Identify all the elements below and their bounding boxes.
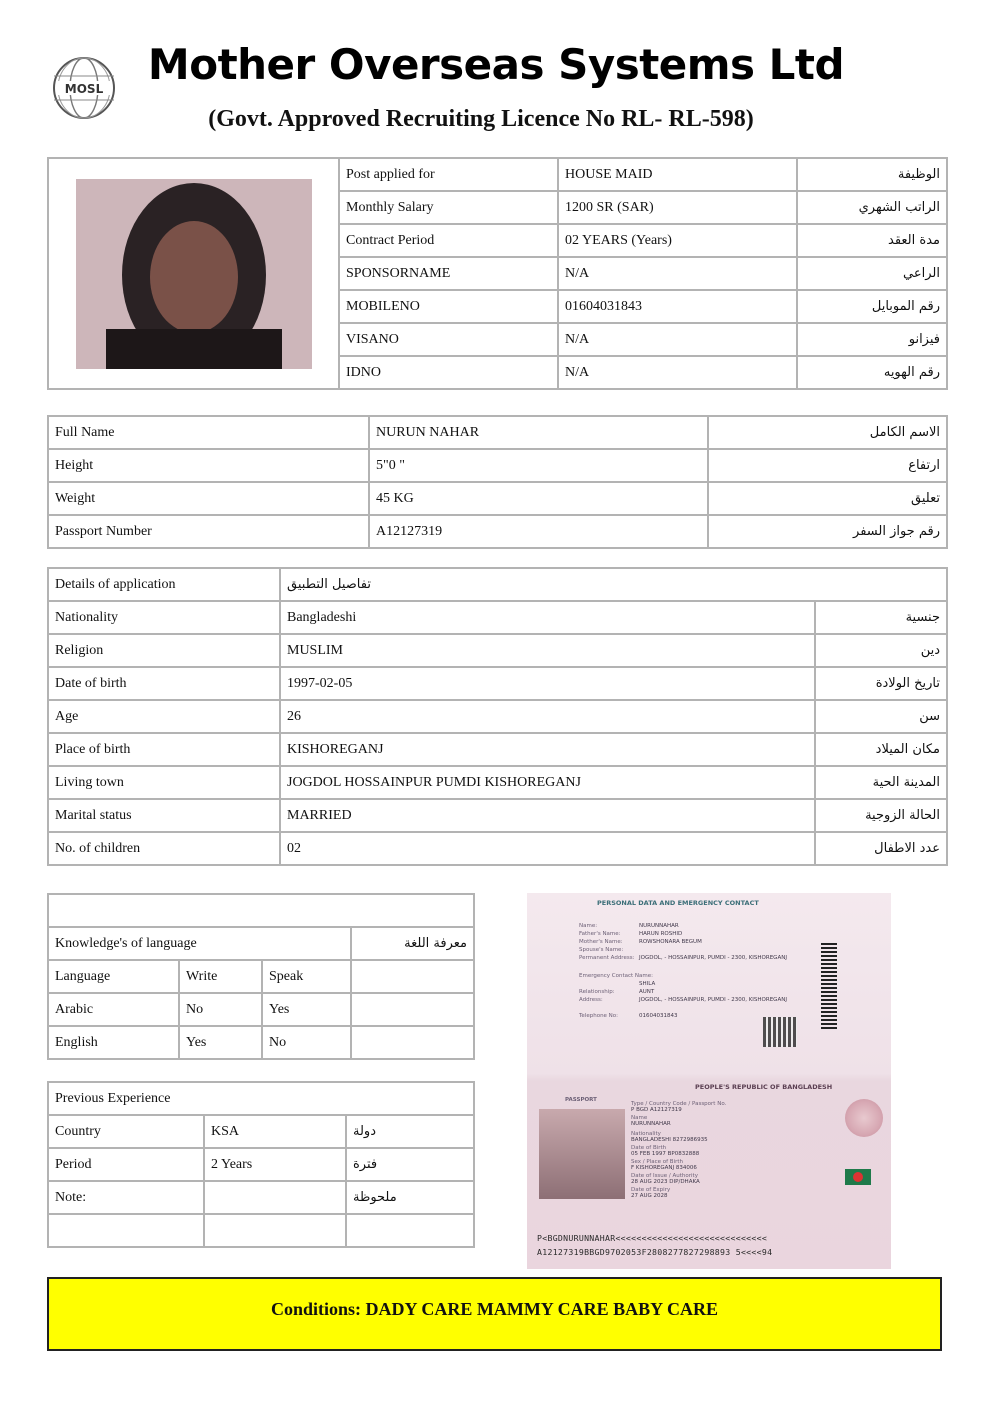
app-value: 1200 SR (SAR) [558, 191, 797, 224]
app-value: 02 YEARS (Years) [558, 224, 797, 257]
language-name: Arabic [48, 993, 179, 1026]
mrz-line-1: P<BGDNURUNNAHAR<<<<<<<<<<<<<<<<<<<<<<<<<<<<< [537, 1233, 768, 1243]
language-blank-row [48, 894, 474, 927]
app-label: Monthly Salary [339, 191, 558, 224]
personal-arabic: رقم جواز السفر [708, 515, 947, 548]
write-col-header: Write [179, 960, 262, 993]
pp-label: Permanent Address: [579, 955, 635, 961]
app-value: N/A [558, 323, 797, 356]
app-value: N/A [558, 257, 797, 290]
pp-value: HARUN ROSHID [639, 931, 683, 937]
passport-data-page [527, 893, 891, 1071]
details-label: Nationality [48, 601, 280, 634]
details-arabic: مكان الميلاد [815, 733, 947, 766]
pp-value: SHILA [639, 981, 656, 987]
app-arabic: الراعي [797, 257, 947, 290]
personal-value: A12127319 [369, 515, 708, 548]
personal-label: Weight [48, 482, 369, 515]
personal-value: NURUN NAHAR [369, 416, 708, 449]
language-empty-cell [351, 1026, 474, 1059]
experience-arabic: فترة [346, 1148, 474, 1181]
pp-label: Name [631, 1115, 648, 1121]
experience-label: Country [48, 1115, 204, 1148]
app-label: MOBILENO [339, 290, 558, 323]
pp-label: Father's Name: [579, 931, 621, 937]
passport-label: PASSPORT [565, 1097, 597, 1103]
details-value: Bangladeshi [280, 601, 815, 634]
personal-table [47, 415, 948, 549]
language-write: No [179, 993, 262, 1026]
pp-value: JOGDOL, - HOSSAINPUR, PUMDI - 2300, KISHOREGANJ [639, 955, 787, 961]
app-label: SPONSORNAME [339, 257, 558, 290]
passport-data-heading: PERSONAL DATA AND EMERGENCY CONTACT [597, 899, 759, 907]
pp-label: Name: [579, 923, 598, 929]
app-value: N/A [558, 356, 797, 389]
pp-value: 05 FEB 1997 BP0832888 [631, 1151, 700, 1157]
details-label: Marital status [48, 799, 280, 832]
applicant-photo [76, 179, 312, 369]
language-write: Yes [179, 1026, 262, 1059]
personal-label: Full Name [48, 416, 369, 449]
details-value: 26 [280, 700, 815, 733]
experience-heading: Previous Experience [48, 1082, 474, 1115]
details-label: Religion [48, 634, 280, 667]
pp-label: Date of Expiry [631, 1187, 671, 1193]
application-table [47, 157, 948, 390]
details-label: Place of birth [48, 733, 280, 766]
experience-empty-cell [204, 1214, 346, 1247]
passport-scan [527, 893, 891, 1269]
pp-label: Date of Birth [631, 1145, 667, 1151]
app-label: VISANO [339, 323, 558, 356]
pp-value: BANGLADESHI 8272986935 [631, 1137, 708, 1143]
experience-value: KSA [204, 1115, 346, 1148]
language-heading-arabic: معرفة اللغة [351, 927, 474, 960]
experience-table [47, 1081, 475, 1248]
app-arabic: رقم الموبايل [797, 290, 947, 323]
barcode-icon [821, 943, 837, 1029]
details-value: MARRIED [280, 799, 815, 832]
app-arabic: رقم الهويه [797, 356, 947, 389]
flag-icon [845, 1169, 871, 1185]
licence-line: (Govt. Approved Recruiting Licence No RL- RL-598) [208, 106, 754, 132]
language-name: English [48, 1026, 179, 1059]
app-arabic: فيزانو [797, 323, 947, 356]
details-arabic: الحالة الزوجية [815, 799, 947, 832]
app-arabic: مدة العقد [797, 224, 947, 257]
pp-value: NURUNNAHAR [631, 1121, 671, 1127]
app-arabic: الوظيفة [797, 158, 947, 191]
app-label: Contract Period [339, 224, 558, 257]
personal-arabic: ارتفاع [708, 449, 947, 482]
details-label: Date of birth [48, 667, 280, 700]
mrz-line-2: A12127319BBGD9702053F2808277827298893 5<<<<94 [537, 1247, 773, 1257]
speak-col-header: Speak [262, 960, 351, 993]
details-value: JOGDOL HOSSAINPUR PUMDI KISHOREGANJ [280, 766, 815, 799]
language-heading: Knowledge's of language [48, 927, 351, 960]
details-arabic: عدد الاطفال [815, 832, 947, 865]
details-heading-arabic: تفاصيل التطبيق [280, 568, 947, 601]
app-label: Post applied for [339, 158, 558, 191]
experience-value [204, 1181, 346, 1214]
pp-label: Telephone No: [579, 1013, 619, 1019]
details-arabic: المدينة الحية [815, 766, 947, 799]
language-speak: Yes [262, 993, 351, 1026]
details-arabic: تاريخ الولادة [815, 667, 947, 700]
details-label: Living town [48, 766, 280, 799]
applicant-photo-cell [48, 158, 339, 389]
details-label: No. of children [48, 832, 280, 865]
details-arabic: جنسية [815, 601, 947, 634]
details-heading: Details of application [48, 568, 280, 601]
passport-photo [539, 1109, 625, 1199]
details-value: MUSLIM [280, 634, 815, 667]
app-value: 01604031843 [558, 290, 797, 323]
details-value: 1997-02-05 [280, 667, 815, 700]
pp-label: Emergency Contact Name: [579, 973, 653, 979]
pp-label: Date of Issue / Authority [631, 1173, 698, 1179]
pp-value: F KISHOREGANJ 834006 [631, 1165, 697, 1171]
pp-value: JOGDOL, - HOSSAINPUR, PUMDI - 2300, KISHOREGANJ [639, 997, 787, 1003]
pp-value: 27 AUG 2028 [631, 1193, 668, 1199]
pp-value: 28 AUG 2023 DIP/DHAKA [631, 1179, 700, 1185]
app-arabic: الراتب الشهري [797, 191, 947, 224]
details-arabic: سن [815, 700, 947, 733]
personal-value: 45 KG [369, 482, 708, 515]
pp-label: Sex / Place of Birth [631, 1159, 684, 1165]
personal-arabic: تعليق [708, 482, 947, 515]
pp-value: P BGD A12127319 [631, 1107, 682, 1113]
pp-value: AUNT [639, 989, 655, 995]
language-col-header: Language [48, 960, 179, 993]
pp-label: Relationship: [579, 989, 615, 995]
experience-label: Period [48, 1148, 204, 1181]
details-table [47, 567, 948, 866]
language-empty-cell [351, 960, 474, 993]
conditions-box: Conditions: DADY CARE MAMMY CARE BABY CARE [47, 1277, 942, 1351]
pp-label: Mother's Name: [579, 939, 623, 945]
personal-value: 5"0 " [369, 449, 708, 482]
experience-arabic: دولة [346, 1115, 474, 1148]
language-table [47, 893, 475, 1060]
passport-bio-page [527, 1077, 891, 1269]
passport-country-heading: PEOPLE'S REPUBLIC OF BANGLADESH [695, 1083, 833, 1091]
app-value: HOUSE MAID [558, 158, 797, 191]
experience-empty-cell [346, 1214, 474, 1247]
emblem-icon [845, 1099, 883, 1137]
details-value: KISHOREGANJ [280, 733, 815, 766]
experience-label: Note: [48, 1181, 204, 1214]
experience-arabic: ملحوظة [346, 1181, 474, 1214]
pp-label: Spouse's Name: [579, 947, 624, 953]
app-label: IDNO [339, 356, 558, 389]
details-value: 02 [280, 832, 815, 865]
experience-empty-cell [48, 1214, 204, 1247]
qr-code-icon [763, 1017, 797, 1047]
details-label: Age [48, 700, 280, 733]
pp-value: 01604031843 [639, 1013, 678, 1019]
pp-label: Type / Country Code / Passport No. [631, 1101, 727, 1107]
personal-arabic: الاسم الكامل [708, 416, 947, 449]
logo-text: MOSL [64, 82, 104, 96]
language-speak: No [262, 1026, 351, 1059]
details-arabic: دين [815, 634, 947, 667]
personal-label: Height [48, 449, 369, 482]
pp-label: Address: [579, 997, 603, 1003]
experience-value: 2 Years [204, 1148, 346, 1181]
personal-label: Passport Number [48, 515, 369, 548]
pp-value: NURUNNAHAR [639, 923, 679, 929]
company-name: Mother Overseas Systems Ltd [147, 40, 845, 89]
pp-value: ROWSHONARA BEGUM [639, 939, 702, 945]
language-empty-cell [351, 993, 474, 1026]
pp-label: Nationality [631, 1131, 661, 1137]
